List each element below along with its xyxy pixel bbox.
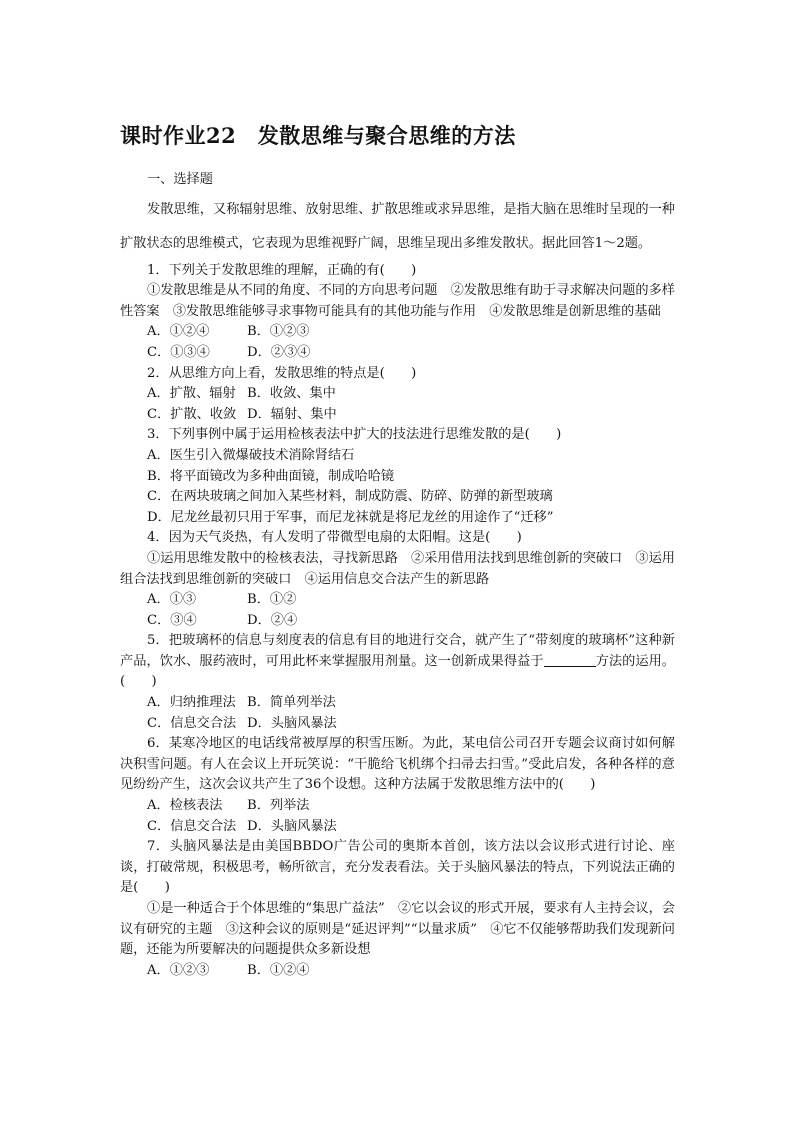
option-c: C．信息交合法 (147, 818, 237, 834)
option-row (120, 590, 675, 611)
option-b: B．简单列举法 (247, 695, 336, 711)
option-a: A．归纳推理法 (147, 695, 236, 711)
question-1 (120, 261, 675, 364)
option-d: D．尼龙丝最初只用于军事，而尼龙袜就是将尼龙丝的用途作了“迁移” (147, 509, 554, 525)
question-statements: ①是一种适合于个体思维的“集思广益法” ②它以会议的形式开展，要求有人主持会议，会议有研究的主题 ③这种会议的原则是“延迟评判”“以量求质” ④它不仅能够帮助我们发现新问题，还能为所要解决的问题提供众多新设想 (120, 901, 675, 958)
question-4 (120, 528, 675, 631)
option-d: D．头脑风暴法 (247, 715, 337, 731)
question-statements: ①运用思维发散中的检核表法，寻找新思路 ②采用借用法找到思维创新的突破口 ③运用组合法找到思维创新的突破口 ④运用信息交合法产生的新思路 (120, 550, 675, 587)
option-row (120, 322, 675, 343)
option-row (120, 817, 675, 838)
question-stem: 3．下列事例中属于运用检核表法中扩大的技法进行思维发散的是( ) (147, 427, 562, 443)
page-title: 课时作业22 发散思维与聚合思维的方法 (120, 123, 516, 148)
option-c: C．①③④ (147, 344, 210, 360)
option-row (120, 405, 675, 426)
answer-blank[interactable] (544, 652, 596, 667)
option-d: D．②④ (247, 612, 298, 628)
option-c: C．扩散、收敛 (147, 406, 237, 422)
option-row (120, 714, 675, 735)
question-stem (120, 631, 675, 693)
option-d: D．②③④ (247, 344, 311, 360)
option-row (120, 693, 675, 714)
option-c: C．信息交合法 (147, 715, 237, 731)
option-b: B．①②④ (247, 962, 310, 978)
option-b: B．①② (247, 592, 297, 608)
section-heading: 一、选择题 (147, 172, 213, 187)
option-row (120, 343, 675, 364)
question-statements: ①发散思维是从不同的角度、不同的方向思考问题 ②发散思维有助于寻求解决问题的多样性答案 ③发散思维能够寻求事物可能具有的其他功能与作用 ④发散思维是创新思维的基础 (120, 283, 675, 319)
option-a: A．检核表法 (147, 798, 223, 814)
question-7 (120, 837, 675, 981)
question-6 (120, 734, 675, 837)
option-row (120, 961, 675, 982)
worksheet-content (120, 170, 675, 981)
option-a: A．①②④ (147, 324, 210, 340)
option-a: A．医生引入微爆破技术消除肾结石 (147, 447, 355, 463)
option-b: B．收敛、集中 (247, 386, 336, 402)
option-a: A．①②③ (147, 962, 210, 978)
question-5 (120, 631, 675, 734)
question-stem: 7．头脑风暴法是由美国BBDO广告公司的奥斯本首创，该方法以会议形式进行讨论、座谈，打破常规，积极思考，畅所欲言，充分发表看法。关于头脑风暴法的特点，下列说法正确的是( ) (120, 839, 675, 896)
option-row (120, 384, 675, 405)
option-b: B．将平面镜改为多种曲面镜，制成哈哈镜 (147, 468, 395, 484)
intro-paragraph: 发散思维，又称辐射思维、放射思维、扩散思维或求异思维，是指大脑在思维时呈现的一种扩散状态的思维模式，它表现为思维视野广阔，思维呈现出多维发散状。据此回答1～2题。 (120, 201, 675, 251)
option-b: B．列举法 (247, 798, 310, 814)
option-c: C．在两块玻璃之间加入某些材料，制成防震、防碎、防弹的新型玻璃 (147, 489, 553, 505)
option-row (120, 796, 675, 817)
option-d: D．辐射、集中 (247, 406, 337, 422)
option-a: A．扩散、辐射 (147, 386, 236, 402)
question-stem: 6．某寒冷地区的电话线常被厚厚的积雪压断。为此，某电信公司召开专题会议商讨如何解决积雪问题。有人在会议上开玩笑说：“干脆给飞机绑个扫帚去扫雪。”受此启发，各种各样的意见纷纷产生，这次会议共产生了36个设想。这种方法属于发散思维方法中的( ) (120, 736, 675, 793)
stem-part-1: 5．把玻璃杯的信息与刻度表的信息有目的地进行交合，就产生了“带刻度的玻璃杯”这种新产品，饮水、服药液时，可用此杯来掌握服用剂量。这一创新成果得益于 (120, 633, 675, 669)
question-3 (120, 425, 675, 528)
option-a: A．①③ (147, 592, 197, 608)
stem-part-2: 方法的运用。( ) (120, 653, 675, 690)
question-stem: 1．下列关于发散思维的理解，正确的有( ) (147, 262, 417, 278)
question-stem: 2．从思维方向上看，发散思维的特点是( ) (147, 365, 417, 381)
option-c: C．③④ (147, 612, 197, 628)
option-row (120, 611, 675, 632)
option-d: D．头脑风暴法 (247, 818, 337, 834)
question-stem: 4．因为天气炎热，有人发明了带微型电扇的太阳帽。这是( ) (147, 530, 522, 546)
option-b: B．①②③ (247, 324, 310, 340)
question-2 (120, 364, 675, 426)
